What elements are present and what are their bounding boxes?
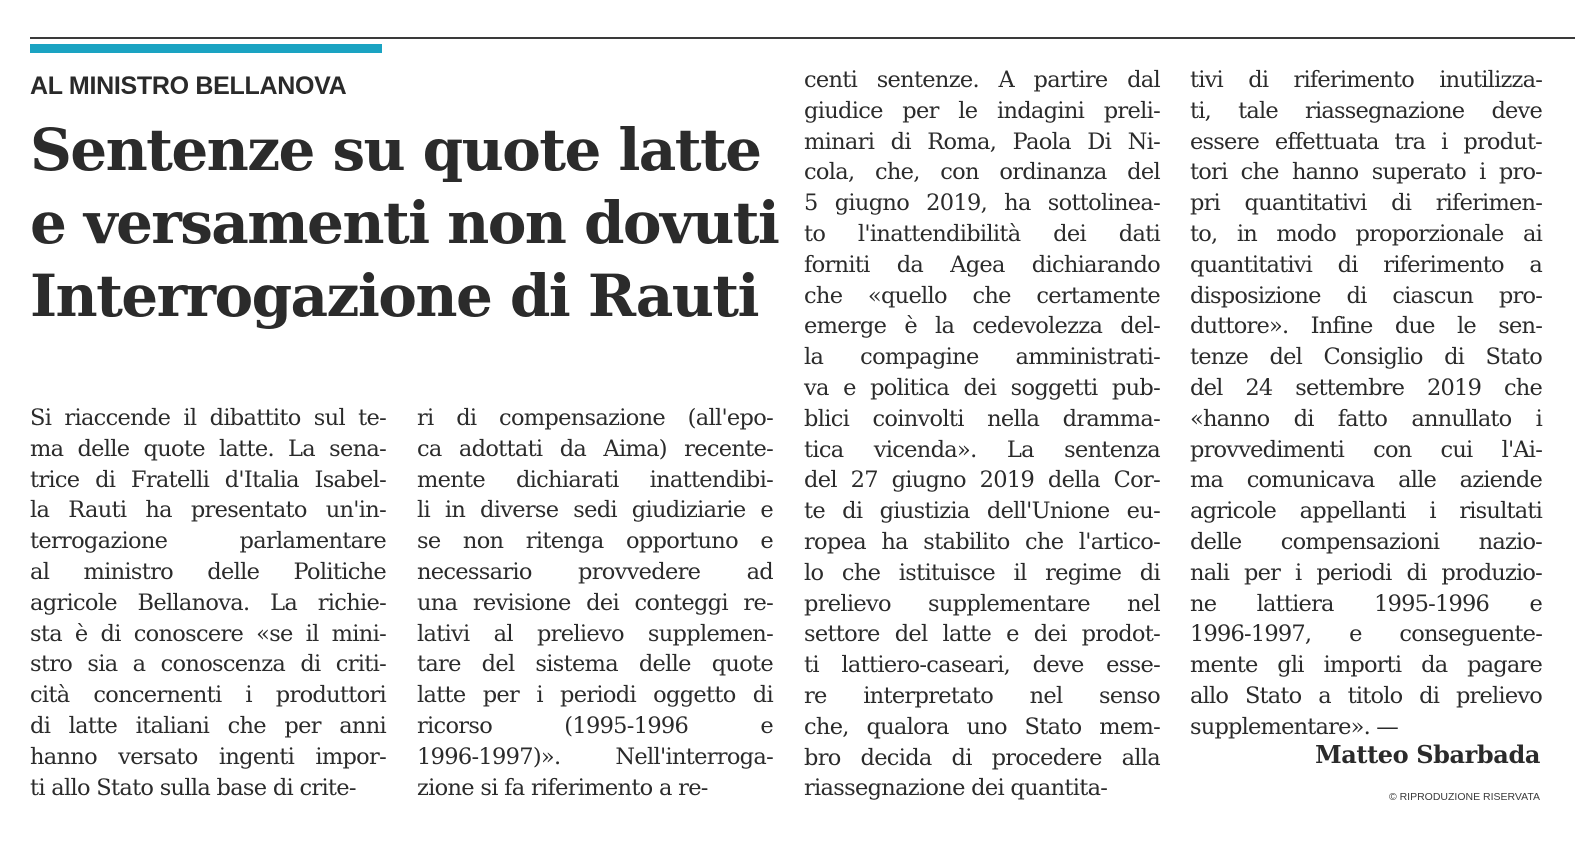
text-line: trice di Fratelli d'Italia Isabel- (30, 466, 386, 493)
text-line: provvedimenti con cui l'Ai- (1190, 436, 1542, 463)
text-line: ricorso (1995-1996 e (417, 712, 773, 739)
text-line: mente dichiarati inattendibi- (417, 466, 773, 493)
text-line: ti allo Stato sulla base di crite- (30, 774, 356, 801)
text-line: ropea ha stabilito che l'artico- (804, 528, 1160, 555)
section-accent-bar (30, 44, 382, 53)
text-line: duttore». Infine due le sen- (1190, 313, 1542, 340)
text-line: disposizione di ciascun pro- (1190, 282, 1542, 309)
kicker: AL MINISTRO BELLANOVA (30, 72, 347, 100)
text-line: te di giustizia dell'Unione eu- (804, 498, 1160, 525)
text-line: hanno versato ingenti impor- (30, 743, 386, 770)
text-line: di latte italiani che per anni (30, 712, 386, 739)
text-line: 1996-1997, e conseguente- (1190, 621, 1542, 648)
text-line: settore del latte e dei prodot- (804, 621, 1160, 648)
text-line: terrogazione parlamentare (30, 528, 386, 555)
text-line: sta è di conoscere «se il mini- (30, 620, 386, 647)
text-line: la compagine amministrati- (804, 344, 1160, 371)
text-line: tica vicenda». La sentenza (804, 436, 1160, 463)
headline-line: Interrogazione di Rauti (30, 262, 758, 330)
copyright-notice: © RIPRODUZIONE RISERVATA (1388, 791, 1540, 803)
text-line: che «quello che certamente (804, 282, 1160, 309)
text-line: re interpretato nel senso (804, 682, 1160, 709)
article-column-3 (804, 65, 1160, 804)
text-line: lativi al prelievo supplemen- (417, 620, 773, 647)
text-line: agricole Bellanova. La richie- (30, 589, 386, 616)
text-line: to l'inattendibilità dei dati (804, 220, 1160, 247)
text-line: supplementare». — (1190, 713, 1398, 740)
text-line: blici coinvolti nella dramma- (804, 405, 1160, 432)
text-line: forniti da Agea dichiarando (804, 251, 1160, 278)
top-rule (30, 37, 1575, 39)
headline-line: e versamenti non dovuti (30, 189, 779, 257)
text-line: cità concernenti i produttori (30, 682, 386, 709)
article-column-1 (30, 403, 386, 803)
text-line: ca adottati da Aima) recente- (417, 435, 773, 462)
text-line: tare del sistema delle quote (417, 651, 773, 678)
text-line: centi sentenze. A partire dal (804, 67, 1160, 93)
text-line: tori che hanno superato i pro- (1190, 159, 1542, 186)
text-line: minari di Roma, Paola Di Ni- (804, 128, 1160, 155)
text-line: riassegnazione dei quantita- (804, 775, 1108, 802)
text-line: la Rauti ha presentato un'in- (30, 497, 386, 524)
text-line: tenze del Consiglio di Stato (1190, 344, 1542, 371)
text-line: del 24 settembre 2019 che (1190, 374, 1542, 401)
text-line: stro sia a conoscenza di criti- (30, 651, 386, 678)
text-line: del 27 giugno 2019 della Cor- (804, 467, 1160, 494)
text-line: li in diverse sedi giudiziarie e (417, 497, 773, 524)
text-line: quantitativi di riferimento a (1190, 251, 1542, 278)
text-line: ti, tale riassegnazione deve (1190, 97, 1542, 124)
text-line: Si riaccende il dibattito sul te- (30, 405, 386, 431)
byline: Matteo Sbarbada (1315, 740, 1540, 769)
text-line: 5 giugno 2019, ha sottolinea- (804, 190, 1160, 217)
text-line: che, qualora uno Stato mem- (804, 713, 1160, 740)
text-line: agricole appellanti i risultati (1190, 498, 1542, 525)
text-line: emerge è la cedevolezza del- (804, 313, 1160, 340)
text-line: una revisione dei conteggi re- (417, 589, 773, 616)
text-line: cola, che, con ordinanza del (804, 159, 1160, 186)
text-line: latte per i periodi oggetto di (417, 682, 773, 709)
text-line: se non ritenga opportuno e (417, 528, 773, 555)
text-line: pri quantitativi di riferimen- (1190, 190, 1542, 217)
text-line: allo Stato a titolo di prelievo (1190, 682, 1542, 709)
text-line: nali per i periodi di produzio- (1190, 559, 1542, 586)
text-line: tivi di riferimento inutilizza- (1190, 67, 1542, 93)
text-line: bro decida di procedere alla (804, 744, 1160, 771)
text-line: va e politica dei soggetti pub- (804, 374, 1160, 401)
text-line: «hanno di fatto annullato i (1190, 405, 1542, 432)
text-line: prelievo supplementare nel (804, 590, 1160, 617)
article-column-2 (417, 403, 773, 803)
text-line: mente gli importi da pagare (1190, 652, 1542, 679)
text-line: giudice per le indagini preli- (804, 97, 1160, 124)
headline-line: Sentenze su quote latte (30, 116, 761, 184)
text-line: al ministro delle Politiche (30, 558, 386, 585)
text-line: lo che istituisce il regime di (804, 559, 1160, 586)
text-line: 1996-1997)». Nell'interroga- (417, 743, 773, 770)
text-line: essere effettuata tra i produt- (1190, 128, 1542, 155)
text-line: ne lattiera 1995-1996 e (1190, 590, 1542, 617)
article-column-4 (1190, 65, 1542, 743)
text-line: necessario provvedere ad (417, 558, 773, 585)
text-line: to, in modo proporzionale ai (1190, 220, 1542, 247)
text-line: zione si fa riferimento a re- (417, 774, 708, 801)
text-line: ri di compensazione (all'epo- (417, 405, 773, 431)
text-line: ti lattiero-caseari, deve esse- (804, 652, 1160, 679)
text-line: ma comunicava alle aziende (1190, 467, 1542, 494)
text-line: delle compensazioni nazio- (1190, 528, 1542, 555)
headline (30, 114, 790, 333)
text-line: ma delle quote latte. La sena- (30, 435, 386, 462)
